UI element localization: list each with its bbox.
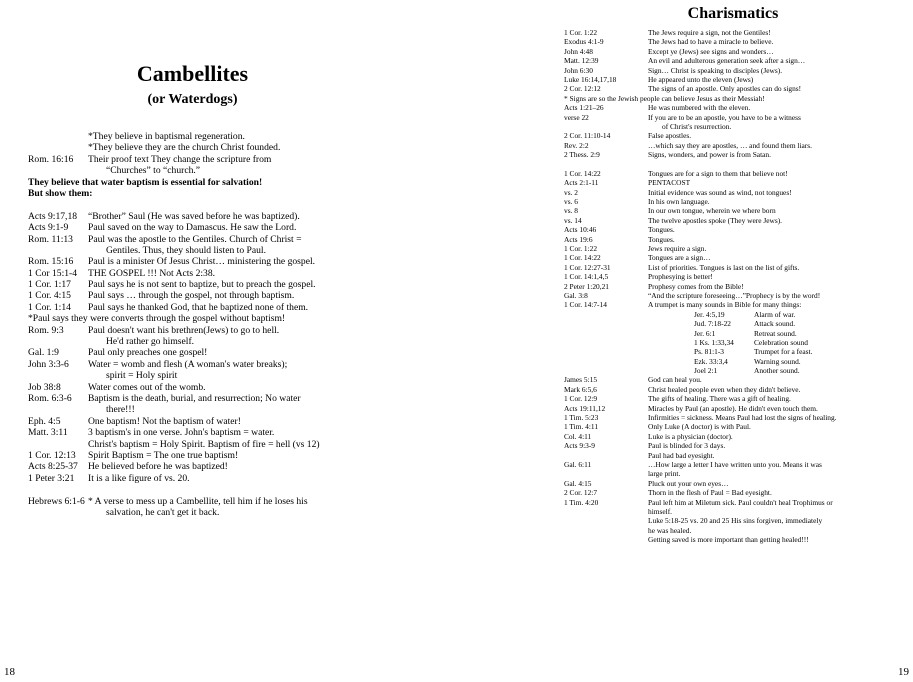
text-line bbox=[28, 325, 368, 336]
scripture-reference: 1 Ks. 1:33,34 bbox=[694, 337, 734, 347]
scripture-reference: 1 Cor. 12:27-31 bbox=[564, 262, 611, 272]
text-line bbox=[564, 47, 864, 56]
line-text: Paul says … through the gospel, not through baptism. bbox=[88, 290, 295, 302]
line-text: there!!! bbox=[106, 404, 135, 416]
text-line bbox=[564, 460, 864, 469]
line-text: In his own language. bbox=[648, 197, 710, 207]
scripture-reference: 1 Cor. 1:22 bbox=[564, 28, 598, 37]
scripture-reference: Acts 1:21–26 bbox=[564, 103, 604, 113]
line-text: He believed before he was baptized! bbox=[88, 461, 228, 473]
line-text: “Churches” to “church.” bbox=[106, 165, 201, 177]
text-line bbox=[28, 302, 368, 313]
page-number: 18 bbox=[4, 666, 15, 678]
text-line bbox=[28, 177, 368, 188]
scripture-reference: Luke 16:14,17,18 bbox=[564, 74, 617, 84]
scripture-reference: Rom. 9:3 bbox=[28, 324, 64, 336]
scripture-reference: 1 Cor. 12:9 bbox=[564, 394, 598, 404]
line-text: Christ healed people even when they didn't believe. bbox=[648, 384, 801, 394]
trumpet-line bbox=[564, 366, 864, 375]
scripture-reference: 1 Cor. 4:15 bbox=[28, 290, 71, 302]
right-content bbox=[564, 28, 864, 544]
text-line bbox=[564, 432, 864, 441]
line-text: Christ's baptism = Holy Spirit. Baptism of fire = hell (vs 12) bbox=[88, 438, 320, 450]
line-text: Warning sound. bbox=[754, 356, 801, 366]
text-line bbox=[564, 516, 864, 525]
text-line bbox=[28, 131, 368, 142]
line-text: Except ye (Jews) see signs and wonders… bbox=[648, 46, 774, 56]
scripture-reference: James 5:15 bbox=[564, 375, 598, 385]
line-text: “Brother” Saul (He was saved before he was baptized). bbox=[88, 210, 300, 222]
text-line bbox=[564, 94, 864, 103]
text-line bbox=[564, 507, 864, 516]
scripture-reference: vs. 14 bbox=[564, 215, 582, 225]
text-line bbox=[564, 498, 864, 507]
text-line bbox=[564, 479, 864, 488]
text-line bbox=[28, 245, 368, 256]
text-line bbox=[28, 382, 368, 393]
scripture-reference: 2 Cor. 12:12 bbox=[564, 84, 601, 94]
scripture-reference: Gal. 4:15 bbox=[564, 478, 592, 488]
left-content bbox=[28, 131, 368, 518]
line-text: They believe that water baptism is essential for salvation! bbox=[28, 176, 263, 188]
text-line bbox=[564, 404, 864, 413]
text-line bbox=[564, 413, 864, 422]
text-line bbox=[564, 113, 864, 122]
line-text: Their proof text They change the scripture from bbox=[88, 153, 272, 165]
scripture-reference: 2 Cor. 12:7 bbox=[564, 488, 598, 498]
line-text: Pluck out your own eyes… bbox=[648, 478, 729, 488]
text-line bbox=[564, 291, 864, 300]
line-text: Paul is a minister Of Jesus Christ… ministering the gospel. bbox=[88, 256, 316, 268]
line-text: he was healed. bbox=[648, 525, 692, 535]
text-line bbox=[564, 131, 864, 140]
line-text: PENTACOST bbox=[648, 178, 691, 188]
scripture-reference: 1 Cor. 1:22 bbox=[564, 243, 598, 253]
line-text: If you are to be an apostle, you have to be a witness bbox=[648, 112, 801, 122]
scripture-reference: Jer. 6:1 bbox=[694, 328, 716, 338]
line-text: Signs, wonders, and power is from Satan. bbox=[648, 150, 771, 160]
scripture-reference: verse 22 bbox=[564, 112, 589, 122]
line-text: Initial evidence was sound as wind, not tongues! bbox=[648, 187, 792, 197]
line-text: *They believe they are the church Christ founded. bbox=[88, 142, 281, 154]
text-line bbox=[564, 488, 864, 497]
line-text: Paul says he is not sent to baptize, but to preach the gospel. bbox=[88, 279, 316, 291]
text-line bbox=[28, 222, 368, 233]
line-text: …How large a letter I have written unto you. Means it was bbox=[648, 459, 822, 469]
text-line bbox=[28, 370, 368, 381]
text-line bbox=[564, 526, 864, 535]
line-text: spirit = Holy spirit bbox=[106, 370, 178, 382]
line-text: The gifts of healing. There was a gift of healing. bbox=[648, 394, 791, 404]
text-line bbox=[564, 235, 864, 244]
scripture-reference: Acts 19:6 bbox=[564, 234, 593, 244]
scripture-reference: John 4:48 bbox=[564, 46, 593, 56]
scripture-reference: Acts 19:11,12 bbox=[564, 403, 606, 413]
scripture-reference: Matt. 12:39 bbox=[564, 56, 599, 66]
text-line bbox=[28, 268, 368, 279]
text-line bbox=[564, 535, 864, 544]
text-line bbox=[564, 216, 864, 225]
page-title: Charismatics bbox=[687, 5, 779, 22]
text-line bbox=[564, 422, 864, 431]
line-text: *They believe in baptismal regeneration. bbox=[88, 131, 245, 142]
scripture-reference: Acts 2:1-11 bbox=[564, 178, 599, 188]
line-text: Spirit Baptism = The one true baptism! bbox=[88, 449, 239, 461]
line-text: Only Luke (A doctor) is with Paul. bbox=[648, 422, 751, 432]
line-text: One baptism! Not the baptism of water! bbox=[88, 415, 241, 427]
scripture-reference: Acts 9:3-9 bbox=[564, 441, 595, 451]
line-text: 3 baptism's in one verse. John's baptism = water. bbox=[88, 427, 275, 439]
scripture-reference: Acts 8:25-37 bbox=[28, 461, 78, 473]
line-text: But show them: bbox=[28, 187, 93, 199]
scripture-reference: Rom. 6:3-6 bbox=[28, 392, 72, 404]
line-text: Tongues. bbox=[648, 234, 675, 244]
text-line bbox=[564, 263, 864, 272]
scripture-reference: 2 Thess. 2:9 bbox=[564, 150, 600, 160]
text-line bbox=[564, 272, 864, 281]
scripture-reference: 1 Cor. 14:22 bbox=[564, 253, 601, 263]
line-text: A trumpet is many sounds in Bible for many things: bbox=[648, 300, 802, 310]
left-page bbox=[0, 0, 456, 682]
line-text: Infirmities = sickness. Means Paul had lost the signs of healing. bbox=[648, 413, 837, 423]
line-text: Baptism is the death, burial, and resurrection; No water bbox=[88, 392, 301, 404]
scripture-reference: Rom. 16:16 bbox=[28, 153, 74, 165]
scripture-reference: Gal. 6:11 bbox=[564, 459, 592, 469]
line-text: Paul left him at Miletum sick. Paul couldn't heal Trophimus or bbox=[648, 497, 833, 507]
line-text: …which say they are apostles, … and found them liars. bbox=[648, 140, 812, 150]
page-title: Cambellites bbox=[136, 61, 249, 86]
text-line bbox=[28, 279, 368, 290]
scripture-reference: Acts 9:1-9 bbox=[28, 222, 69, 234]
text-line bbox=[28, 450, 368, 461]
scripture-reference: 1 Tim. 4:20 bbox=[564, 497, 599, 507]
text-line bbox=[28, 154, 368, 165]
line-text: Thorn in the flesh of Paul = Bad eyesight. bbox=[648, 488, 772, 498]
right-page bbox=[456, 0, 913, 682]
scripture-reference: Jud. 7:18-22 bbox=[694, 319, 731, 329]
scripture-reference: vs. 8 bbox=[564, 206, 578, 216]
trumpet-line bbox=[564, 319, 864, 328]
text-line bbox=[28, 416, 368, 427]
text-line bbox=[28, 142, 368, 153]
text-line bbox=[28, 336, 368, 347]
line-text: Prophesying is better! bbox=[648, 272, 713, 282]
line-text: Celebration sound bbox=[754, 337, 808, 347]
scripture-reference: Rom. 11:13 bbox=[28, 233, 73, 245]
text-line bbox=[564, 178, 864, 187]
line-text: It is a like figure of vs. 20. bbox=[88, 472, 190, 484]
line-text: Tongues. bbox=[648, 225, 675, 235]
text-line bbox=[28, 404, 368, 415]
text-line bbox=[564, 300, 864, 309]
line-text: Paul says he thanked God, that he baptized none of them. bbox=[88, 301, 309, 313]
line-text: Prophesy comes from the Bible! bbox=[648, 281, 744, 291]
scripture-reference: 1 Cor. 14:7-14 bbox=[564, 300, 607, 310]
line-text: False apostles. bbox=[648, 131, 692, 141]
scripture-reference: Ps. 81:1-3 bbox=[694, 347, 724, 357]
trumpet-line bbox=[564, 329, 864, 338]
text-line bbox=[564, 84, 864, 93]
line-text: Getting saved is more important than getting healed!!! bbox=[648, 535, 809, 545]
line-text: large print. bbox=[648, 469, 681, 479]
text-line bbox=[564, 469, 864, 478]
scripture-reference: Eph. 4:5 bbox=[28, 415, 61, 427]
text-line bbox=[28, 359, 368, 370]
scripture-reference: 1 Cor 15:1-4 bbox=[28, 267, 78, 279]
text-line bbox=[28, 256, 368, 267]
line-text: God can heal you. bbox=[648, 375, 702, 385]
scripture-reference: Jer. 4:5,19 bbox=[694, 309, 725, 319]
line-text: Luke 5:18-25 vs. 20 and 25 His sins forgiven, immediately bbox=[648, 516, 823, 526]
line-text: The twelve apostles spoke (They were Jews). bbox=[648, 215, 783, 225]
scripture-reference: 1 Tim. 4:11 bbox=[564, 422, 599, 432]
line-text: He was numbered with the eleven. bbox=[648, 103, 751, 113]
text-line bbox=[564, 451, 864, 460]
scripture-reference: Rev. 2:2 bbox=[564, 140, 589, 150]
line-text: Paul is blinded for 3 days. bbox=[648, 441, 726, 451]
line-text: The Jews require a sign, not the Gentiles! bbox=[648, 28, 771, 37]
scripture-reference: Exodus 4:1-9 bbox=[564, 37, 604, 47]
text-line bbox=[564, 150, 864, 159]
line-text: * Signs are so the Jewish people can believe Jesus as their Messiah! bbox=[564, 93, 765, 103]
line-text: Paul was the apostle to the Gentiles. Church of Christ = bbox=[88, 233, 302, 245]
text-line bbox=[564, 206, 864, 215]
text-line bbox=[564, 225, 864, 234]
text-line bbox=[564, 103, 864, 112]
line-text: of Christ's resurrection. bbox=[662, 121, 732, 131]
text-line bbox=[564, 244, 864, 253]
text-line bbox=[28, 165, 368, 176]
text-line bbox=[28, 427, 368, 438]
line-text: Paul only preaches one gospel! bbox=[88, 347, 208, 359]
text-line bbox=[564, 122, 864, 131]
text-line bbox=[28, 234, 368, 245]
text-line bbox=[564, 188, 864, 197]
page-subtitle: (or Waterdogs) bbox=[147, 92, 238, 107]
text-line bbox=[28, 439, 368, 450]
scripture-reference: 1 Cor. 14:1,4,5 bbox=[564, 272, 609, 282]
line-text: Luke is a physician (doctor). bbox=[648, 431, 733, 441]
line-text: Alarm of war. bbox=[754, 309, 796, 319]
line-text: Sign… Christ is speaking to disciples (Jews). bbox=[648, 65, 783, 75]
line-text: Water comes out of the womb. bbox=[88, 381, 206, 393]
line-text: In our own tongue, wherein we where born bbox=[648, 206, 776, 216]
scripture-reference: 1 Cor. 1:17 bbox=[28, 279, 71, 291]
line-text: Jews require a sign. bbox=[648, 243, 707, 253]
text-line bbox=[28, 313, 368, 324]
line-text: He'd rather go himself. bbox=[106, 336, 195, 348]
scripture-reference: John 6:30 bbox=[564, 65, 593, 75]
text-line bbox=[564, 28, 864, 37]
line-text: Another sound. bbox=[754, 366, 800, 376]
text-line bbox=[564, 253, 864, 262]
line-text: Retreat sound. bbox=[754, 328, 797, 338]
scripture-reference: Hebrews 6:1-6 bbox=[28, 495, 85, 507]
scripture-reference: Ezk. 33:3,4 bbox=[694, 356, 728, 366]
scripture-reference: Gal. 3:8 bbox=[564, 290, 588, 300]
scripture-reference: Job 38:8 bbox=[28, 381, 61, 393]
line-text: Tongues are a sign… bbox=[648, 253, 711, 263]
line-text: Paul doesn't want his brethren(Jews) to go to hell. bbox=[88, 324, 280, 336]
line-text: THE GOSPEL !!! Not Acts 2:38. bbox=[88, 267, 216, 279]
line-text: Gentiles. Thus, they should listen to Paul. bbox=[106, 244, 266, 256]
text-line bbox=[28, 211, 368, 222]
line-text: Paul saved on the way to Damascus. He saw the Lord. bbox=[88, 222, 297, 234]
text-line bbox=[564, 169, 864, 178]
text-line bbox=[564, 197, 864, 206]
line-text: Paul had bad eyesight. bbox=[648, 450, 715, 460]
line-text: Water = womb and flesh (A woman's water breaks); bbox=[88, 358, 288, 370]
text-line bbox=[564, 75, 864, 84]
text-line bbox=[28, 461, 368, 472]
text-line bbox=[564, 385, 864, 394]
trumpet-line bbox=[564, 357, 864, 366]
line-text: Tongues are for a sign to them that believe not! bbox=[648, 168, 788, 178]
scripture-reference: John 3:3-6 bbox=[28, 358, 69, 370]
line-text: Miracles by Paul (an apostle). He didn't even touch them. bbox=[648, 403, 818, 413]
text-line bbox=[564, 375, 864, 384]
scripture-reference: Joel 2:1 bbox=[694, 366, 718, 376]
text-line bbox=[28, 496, 368, 507]
line-text: salvation, he can't get it back. bbox=[106, 506, 220, 518]
line-text: himself. bbox=[648, 506, 673, 516]
scripture-reference: 1 Cor. 1:14 bbox=[28, 301, 71, 313]
scripture-reference: vs. 2 bbox=[564, 187, 578, 197]
scripture-reference: Rom. 15:16 bbox=[28, 256, 74, 268]
text-line bbox=[564, 37, 864, 46]
text-line bbox=[28, 507, 368, 518]
scripture-reference: Col. 4:11 bbox=[564, 431, 592, 441]
scripture-reference: Acts 10:46 bbox=[564, 225, 597, 235]
text-line bbox=[564, 66, 864, 75]
text-line bbox=[28, 347, 368, 358]
scripture-reference: vs. 6 bbox=[564, 197, 578, 207]
trumpet-line bbox=[564, 338, 864, 347]
scripture-reference: Mark 6:5,6 bbox=[564, 384, 597, 394]
text-line bbox=[564, 441, 864, 450]
scripture-reference: 1 Cor. 12:13 bbox=[28, 449, 76, 461]
line-text: Trumpet for a feast. bbox=[754, 347, 813, 357]
scripture-reference: Acts 9:17,18 bbox=[28, 210, 78, 222]
scripture-reference: 2 Cor. 11:10-14 bbox=[564, 131, 611, 141]
text-line bbox=[564, 394, 864, 403]
text-line bbox=[28, 290, 368, 301]
trumpet-line bbox=[564, 347, 864, 356]
scripture-reference: 2 Peter 1:20,21 bbox=[564, 281, 609, 291]
line-text: He appeared unto the eleven (Jews) bbox=[648, 74, 754, 84]
text-line bbox=[28, 473, 368, 484]
page-number: 19 bbox=[898, 666, 909, 678]
line-text: *Paul says they were converts through the gospel without baptism! bbox=[28, 313, 286, 325]
scripture-reference: 1 Cor. 14:22 bbox=[564, 168, 601, 178]
text-line bbox=[28, 188, 368, 199]
trumpet-line bbox=[564, 310, 864, 319]
line-text: “And the scripture foreseeing…”Prophecy is by the word! bbox=[648, 290, 821, 300]
text-line bbox=[564, 282, 864, 291]
scripture-reference: Matt. 3:11 bbox=[28, 427, 68, 439]
scripture-reference: 1 Peter 3:21 bbox=[28, 472, 75, 484]
line-text: * A verse to mess up a Cambellite, tell him if he loses his bbox=[88, 495, 308, 507]
line-text: Attack sound. bbox=[754, 319, 796, 329]
scripture-reference: 1 Tim. 5:23 bbox=[564, 413, 599, 423]
text-line bbox=[28, 393, 368, 404]
text-line bbox=[564, 141, 864, 150]
scripture-reference: Gal. 1:9 bbox=[28, 347, 59, 359]
line-text: The signs of an apostle. Only apostles can do signs! bbox=[648, 84, 802, 94]
text-line bbox=[564, 56, 864, 65]
line-text: The Jews had to have a miracle to believe. bbox=[648, 37, 774, 47]
line-text: An evil and adulterous generation seek after a sign… bbox=[648, 56, 806, 66]
line-text: List of priorities. Tongues is last on the list of gifts. bbox=[648, 262, 800, 272]
